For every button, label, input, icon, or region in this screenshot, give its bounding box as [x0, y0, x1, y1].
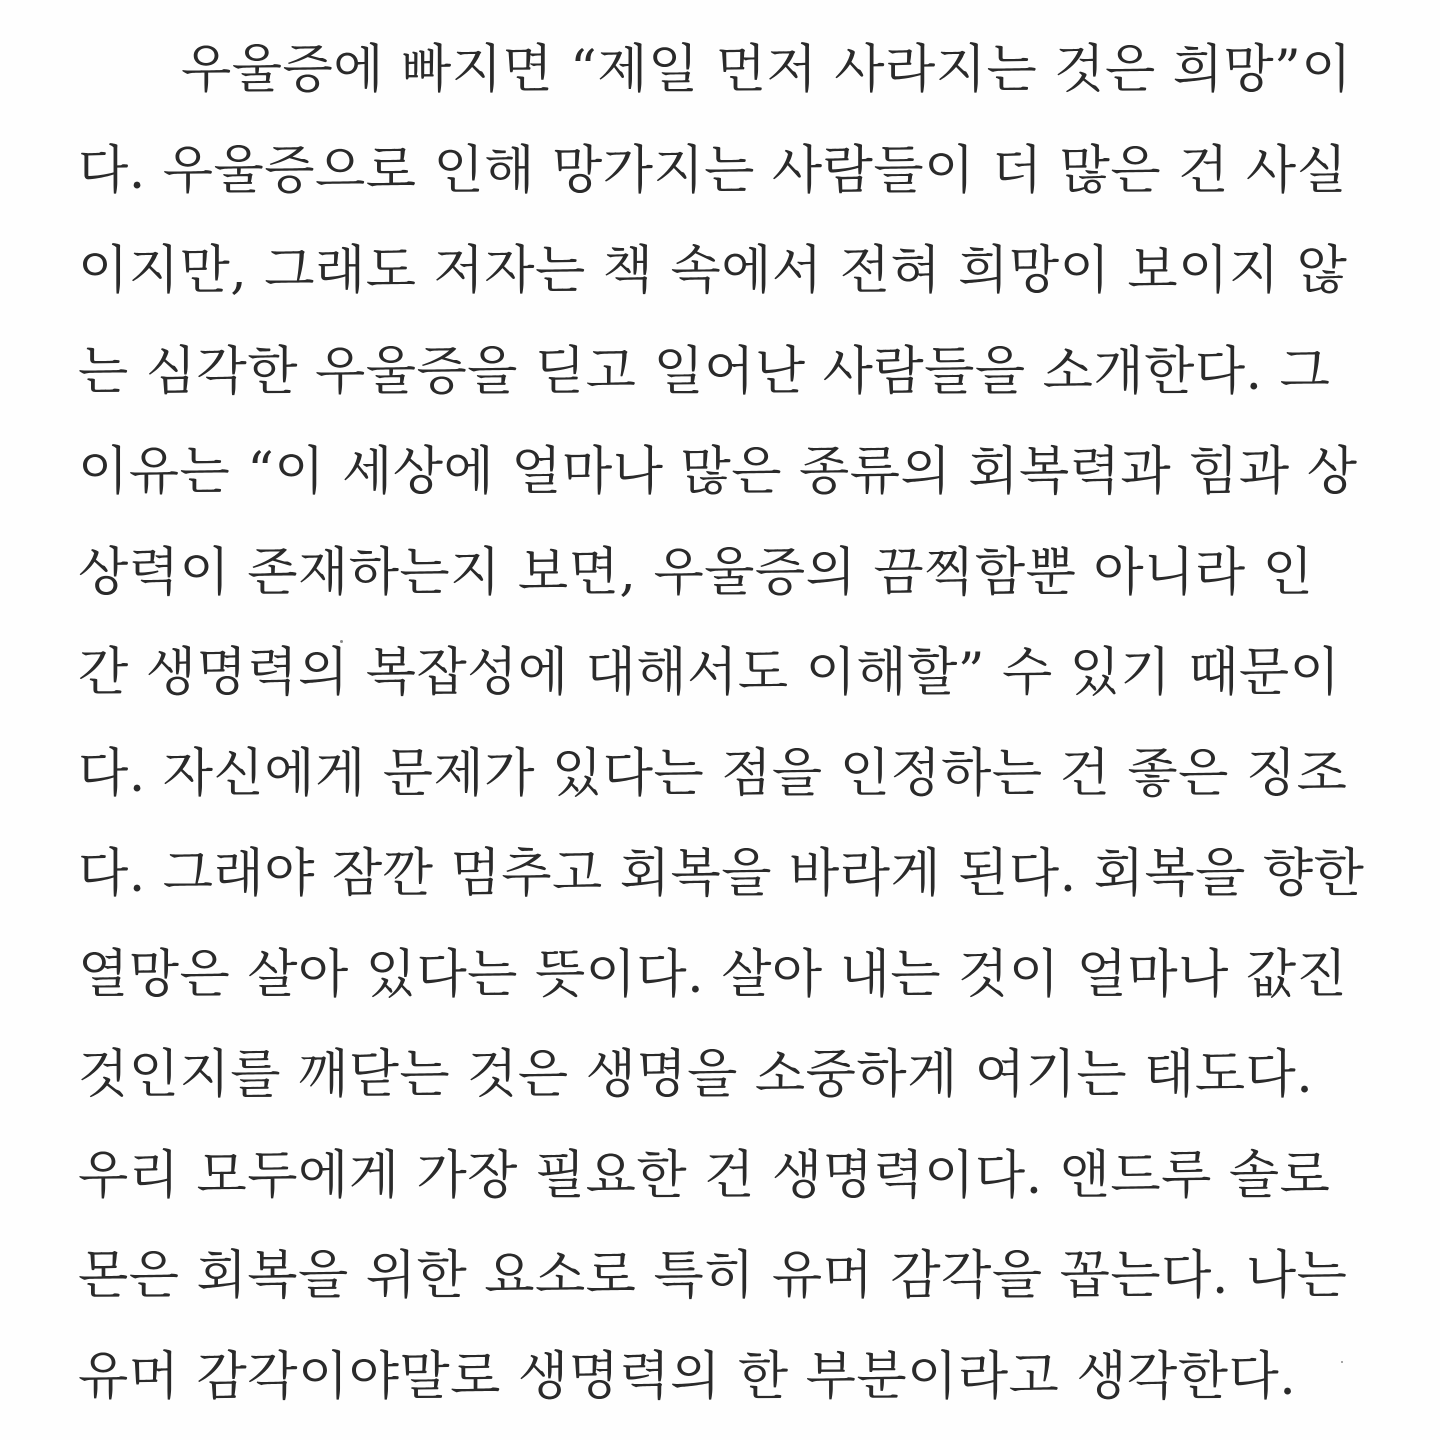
text-line: 우리 모두에게 가장 필요한 건 생명력이다. 앤드루 솔로	[78, 1145, 1331, 1206]
text-line: 다. 우울증으로 인해 망가지는 사람들이 더 많은 건 사실	[78, 140, 1348, 201]
text-line: 상력이 존재하는지 보면, 우울증의 끔찍함뿐 아니라 인	[78, 542, 1314, 603]
text-line: 열망은 살아 있다는 뜻이다. 살아 내는 것이 얼마나 값진	[78, 944, 1348, 1005]
text-line: 다. 그래야 잠깐 멈추고 회복을 바라게 된다. 회복을 향한	[78, 844, 1365, 904]
scan-speck	[340, 640, 343, 643]
text-line: 이지만, 그래도 저자는 책 속에서 전혀 희망이 보이지 않	[78, 241, 1348, 301]
text-line: 것인지를 깨닫는 것은 생명을 소중하게 여기는 태도다.	[78, 1045, 1314, 1105]
text-line: 간 생명력의 복잡성에 대해서도 이해할” 수 있기 때문이	[78, 643, 1341, 703]
text-line: 다. 자신에게 문제가 있다는 점을 인정하는 건 좋은 징조	[78, 743, 1348, 804]
text-line: 유머 감각이야말로 생명력의 한 부분이라고 생각한다.	[78, 1346, 1297, 1407]
body-paragraph	[78, 28, 1365, 1435]
text-line: 는 심각한 우울증을 딛고 일어난 사람들을 소개한다. 그	[78, 341, 1331, 402]
text-line: 우울증에 빠지면 “제일 먼저 사라지는 것은 희망”이	[181, 40, 1352, 100]
text-line: 몬은 회복을 위한 요소로 특히 유머 감각을 꼽는다. 나는	[78, 1246, 1348, 1306]
scan-speck	[1341, 1361, 1343, 1363]
text-line: 이유는 “이 세상에 얼마나 많은 종류의 회복력과 힘과 상	[78, 442, 1358, 502]
